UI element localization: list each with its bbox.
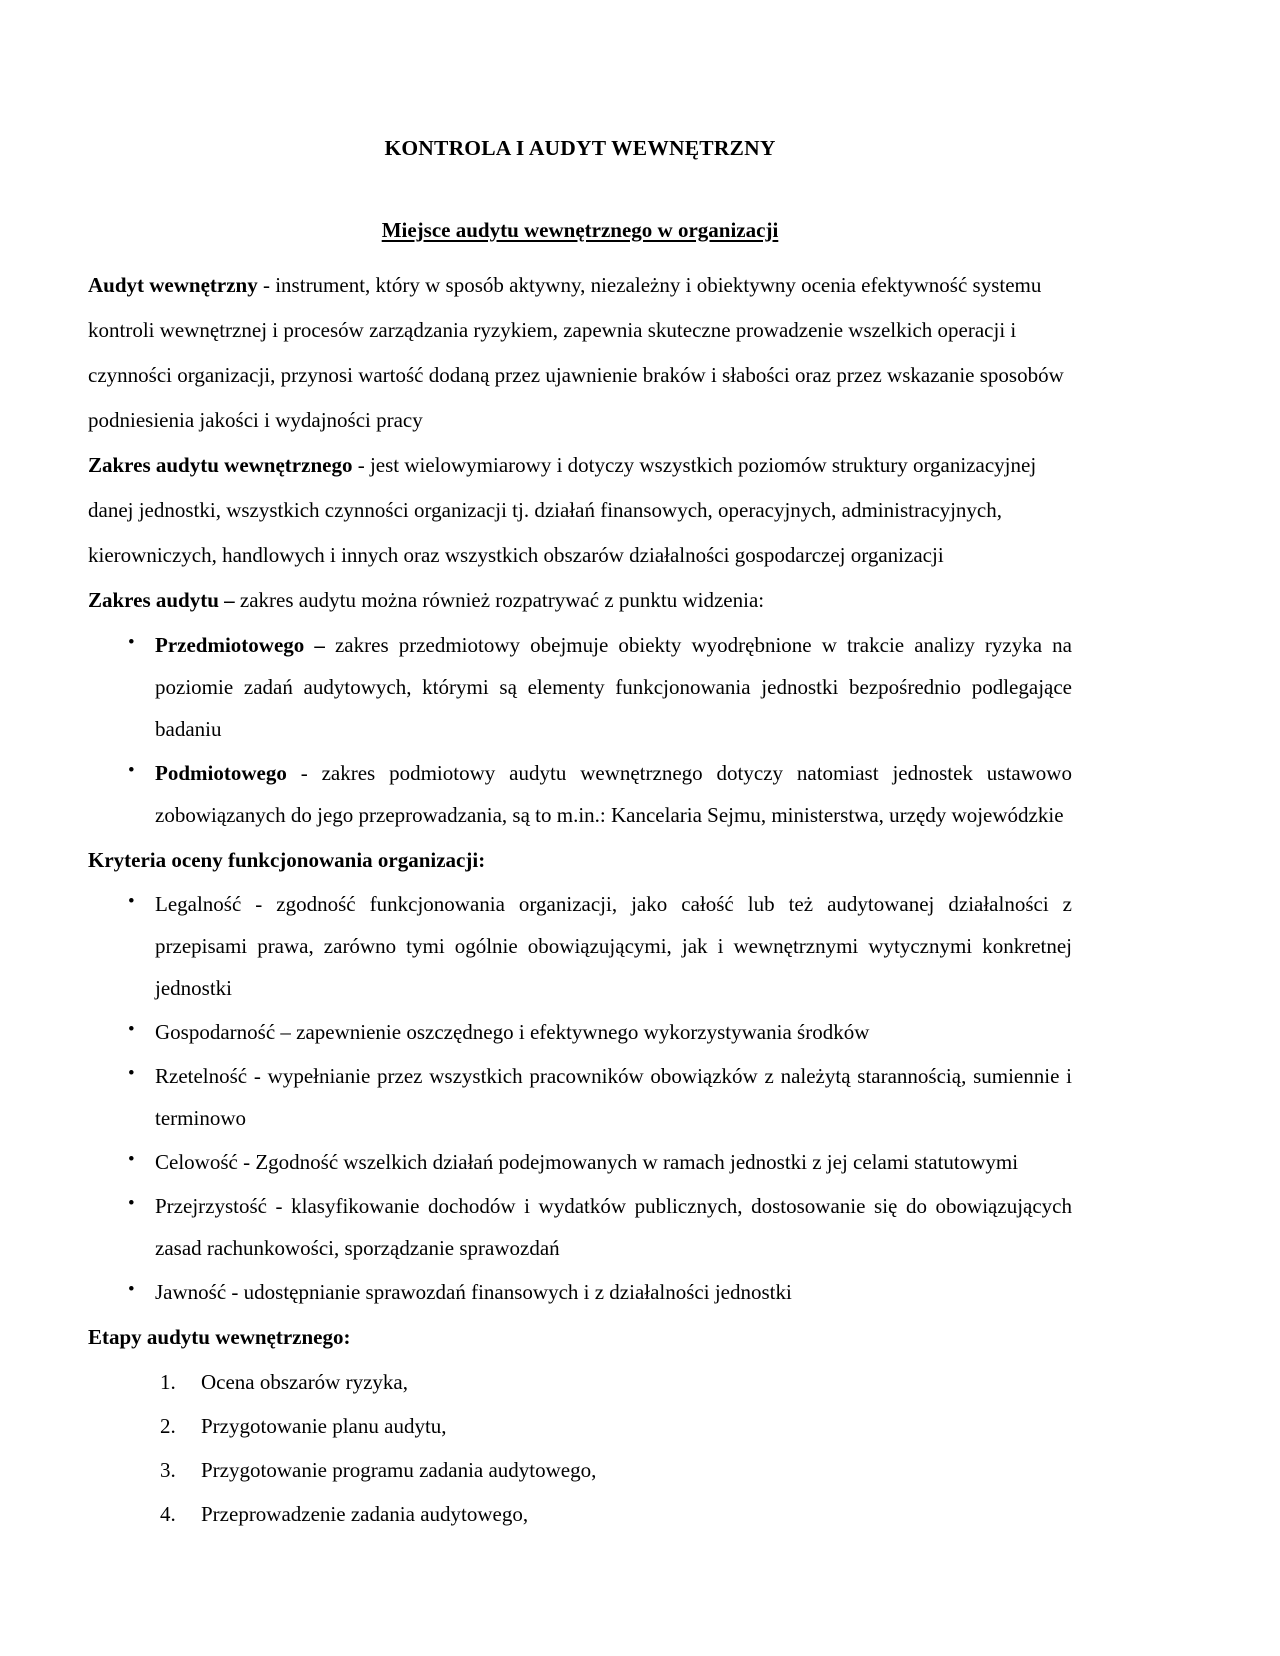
stages-numbered-list — [88, 1360, 1072, 1536]
paragraph-lead-term: Zakres audytu wewnętrznego — [88, 453, 353, 478]
list-item-text: Przeprowadzenie zadania audytowego, — [201, 1502, 529, 1527]
list-item — [88, 1448, 1072, 1492]
bullet-icon: • — [128, 1062, 135, 1084]
list-item — [88, 1011, 1072, 1053]
list-item-lead: Przedmiotowego – — [155, 632, 335, 657]
list-item — [88, 1404, 1072, 1448]
list-item — [88, 1492, 1072, 1536]
paragraph-zakres-audytu — [88, 578, 1072, 623]
paragraph-body: - instrument, który w sposób aktywny, niezależny i obiektywny ocenia efektywność systemu kontroli wewnętrznej i procesów zarządzania ryzykiem, zapewnia skuteczne prowadzenie wszelkich operacji i czynności organizacji, przynosi wartość dodaną przez ujawnienie braków i słabości oraz przez wskazanie sposobów podniesienia jakości i wydajności pracy — [88, 272, 1064, 432]
paragraph-body: zakres audytu można również rozpatrywać z punktu widzenia: — [234, 588, 765, 613]
bullet-icon: • — [128, 631, 135, 653]
list-item-lead: Podmiotowego — [155, 760, 301, 785]
list-item-text: Ocena obszarów ryzyka, — [201, 1369, 408, 1394]
list-number: 4. — [160, 1502, 176, 1527]
page-title: KONTROLA I AUDYT WEWNĘTRZNY — [384, 136, 776, 160]
list-item-text: Przygotowanie programu zadania audytowego, — [201, 1458, 597, 1483]
document-content — [88, 0, 1072, 1536]
list-item — [88, 1360, 1072, 1404]
section-heading — [88, 160, 1072, 241]
list-number: 2. — [160, 1414, 176, 1438]
criteria-heading: Kryteria oceny funkcjonowania organizacji: — [88, 847, 486, 872]
paragraph-lead-term: Zakres audytu – — [88, 588, 235, 613]
paragraph-lead-term: Audyt wewnętrzny — [88, 272, 258, 297]
list-item — [88, 1141, 1072, 1183]
list-item-text: Jawność - udostępnianie sprawozdań finansowych i z działalności jednostki — [155, 1279, 792, 1304]
criteria-bullet-list — [88, 883, 1072, 1313]
list-item-text: Przygotowanie planu audytu, — [201, 1414, 447, 1438]
list-item — [88, 1271, 1072, 1313]
bullet-icon: • — [128, 890, 135, 912]
list-item — [88, 624, 1072, 750]
paragraph-zakres-audytu-wewnetrznego — [88, 443, 1072, 578]
list-item-text: Gospodarność – zapewnienie oszczędnego i efektywnego wykorzystywania środków — [155, 1019, 870, 1044]
list-number: 3. — [160, 1458, 176, 1483]
list-item — [88, 883, 1072, 1009]
list-item — [88, 1055, 1072, 1139]
bullet-icon: • — [128, 1192, 135, 1214]
bullet-icon: • — [128, 1148, 135, 1170]
list-item-text: zakres przedmiotowy obejmuje obiekty wyodrębnione w trakcie analizy ryzyka na poziomie zadań audytowych, którymi są elementy funkcjonowania jednostki bezpośrednio podlegające badaniu — [155, 632, 1072, 741]
list-item-text: Legalność - zgodność funkcjonowania organizacji, jako całość lub też audytowanej działalności z przepisami prawa, zarówno tymi ogólnie obowiązującymi, jak i wewnętrznymi wytycznymi konkretnej jednostki — [155, 891, 1072, 1000]
list-item-text: Przejrzystość - klasyfikowanie dochodów i wydatków publicznych, dostosowanie się do obowiązujących zasad rachunkowości, sporządzanie sprawozdań — [155, 1193, 1072, 1260]
paragraph-audyt-wewnetrzny — [88, 263, 1072, 444]
stages-heading: Etapy audytu wewnętrznego: — [88, 1324, 351, 1349]
list-number: 1. — [160, 1369, 176, 1394]
bullet-icon: • — [128, 759, 135, 781]
list-item — [88, 752, 1072, 836]
section-heading-text: Miejsce audytu wewnętrznego w organizacji — [381, 217, 779, 242]
list-item-text: Celowość - Zgodność wszelkich działań podejmowanych w ramach jednostki z jej celami statutowymi — [155, 1149, 1019, 1174]
bullet-icon: • — [128, 1278, 135, 1300]
list-item — [88, 1185, 1072, 1269]
list-item-text: - zakres podmiotowy audytu wewnętrznego dotyczy natomiast jednostek ustawowo zobowiązanych do jego przeprowadzania, są to m.in.: Kancelaria Sejmu, ministerstwa, urzędy wojewódzkie — [155, 760, 1072, 827]
scope-bullet-list — [88, 624, 1072, 836]
list-item-text: Rzetelność - wypełnianie przez wszystkich pracowników obowiązków z należytą starannością, sumiennie i terminowo — [155, 1063, 1072, 1130]
bullet-icon: • — [128, 1018, 135, 1040]
paragraph-body: - jest wielowymiarowy i dotyczy wszystkich poziomów struktury organizacyjnej danej jednostki, wszystkich czynności organizacji tj. działań finansowych, operacyjnych, administracyjnych, kierowniczych, handlowych i innych oraz wszystkich obszarów działalności gospodarczej organizacji — [88, 453, 1037, 568]
